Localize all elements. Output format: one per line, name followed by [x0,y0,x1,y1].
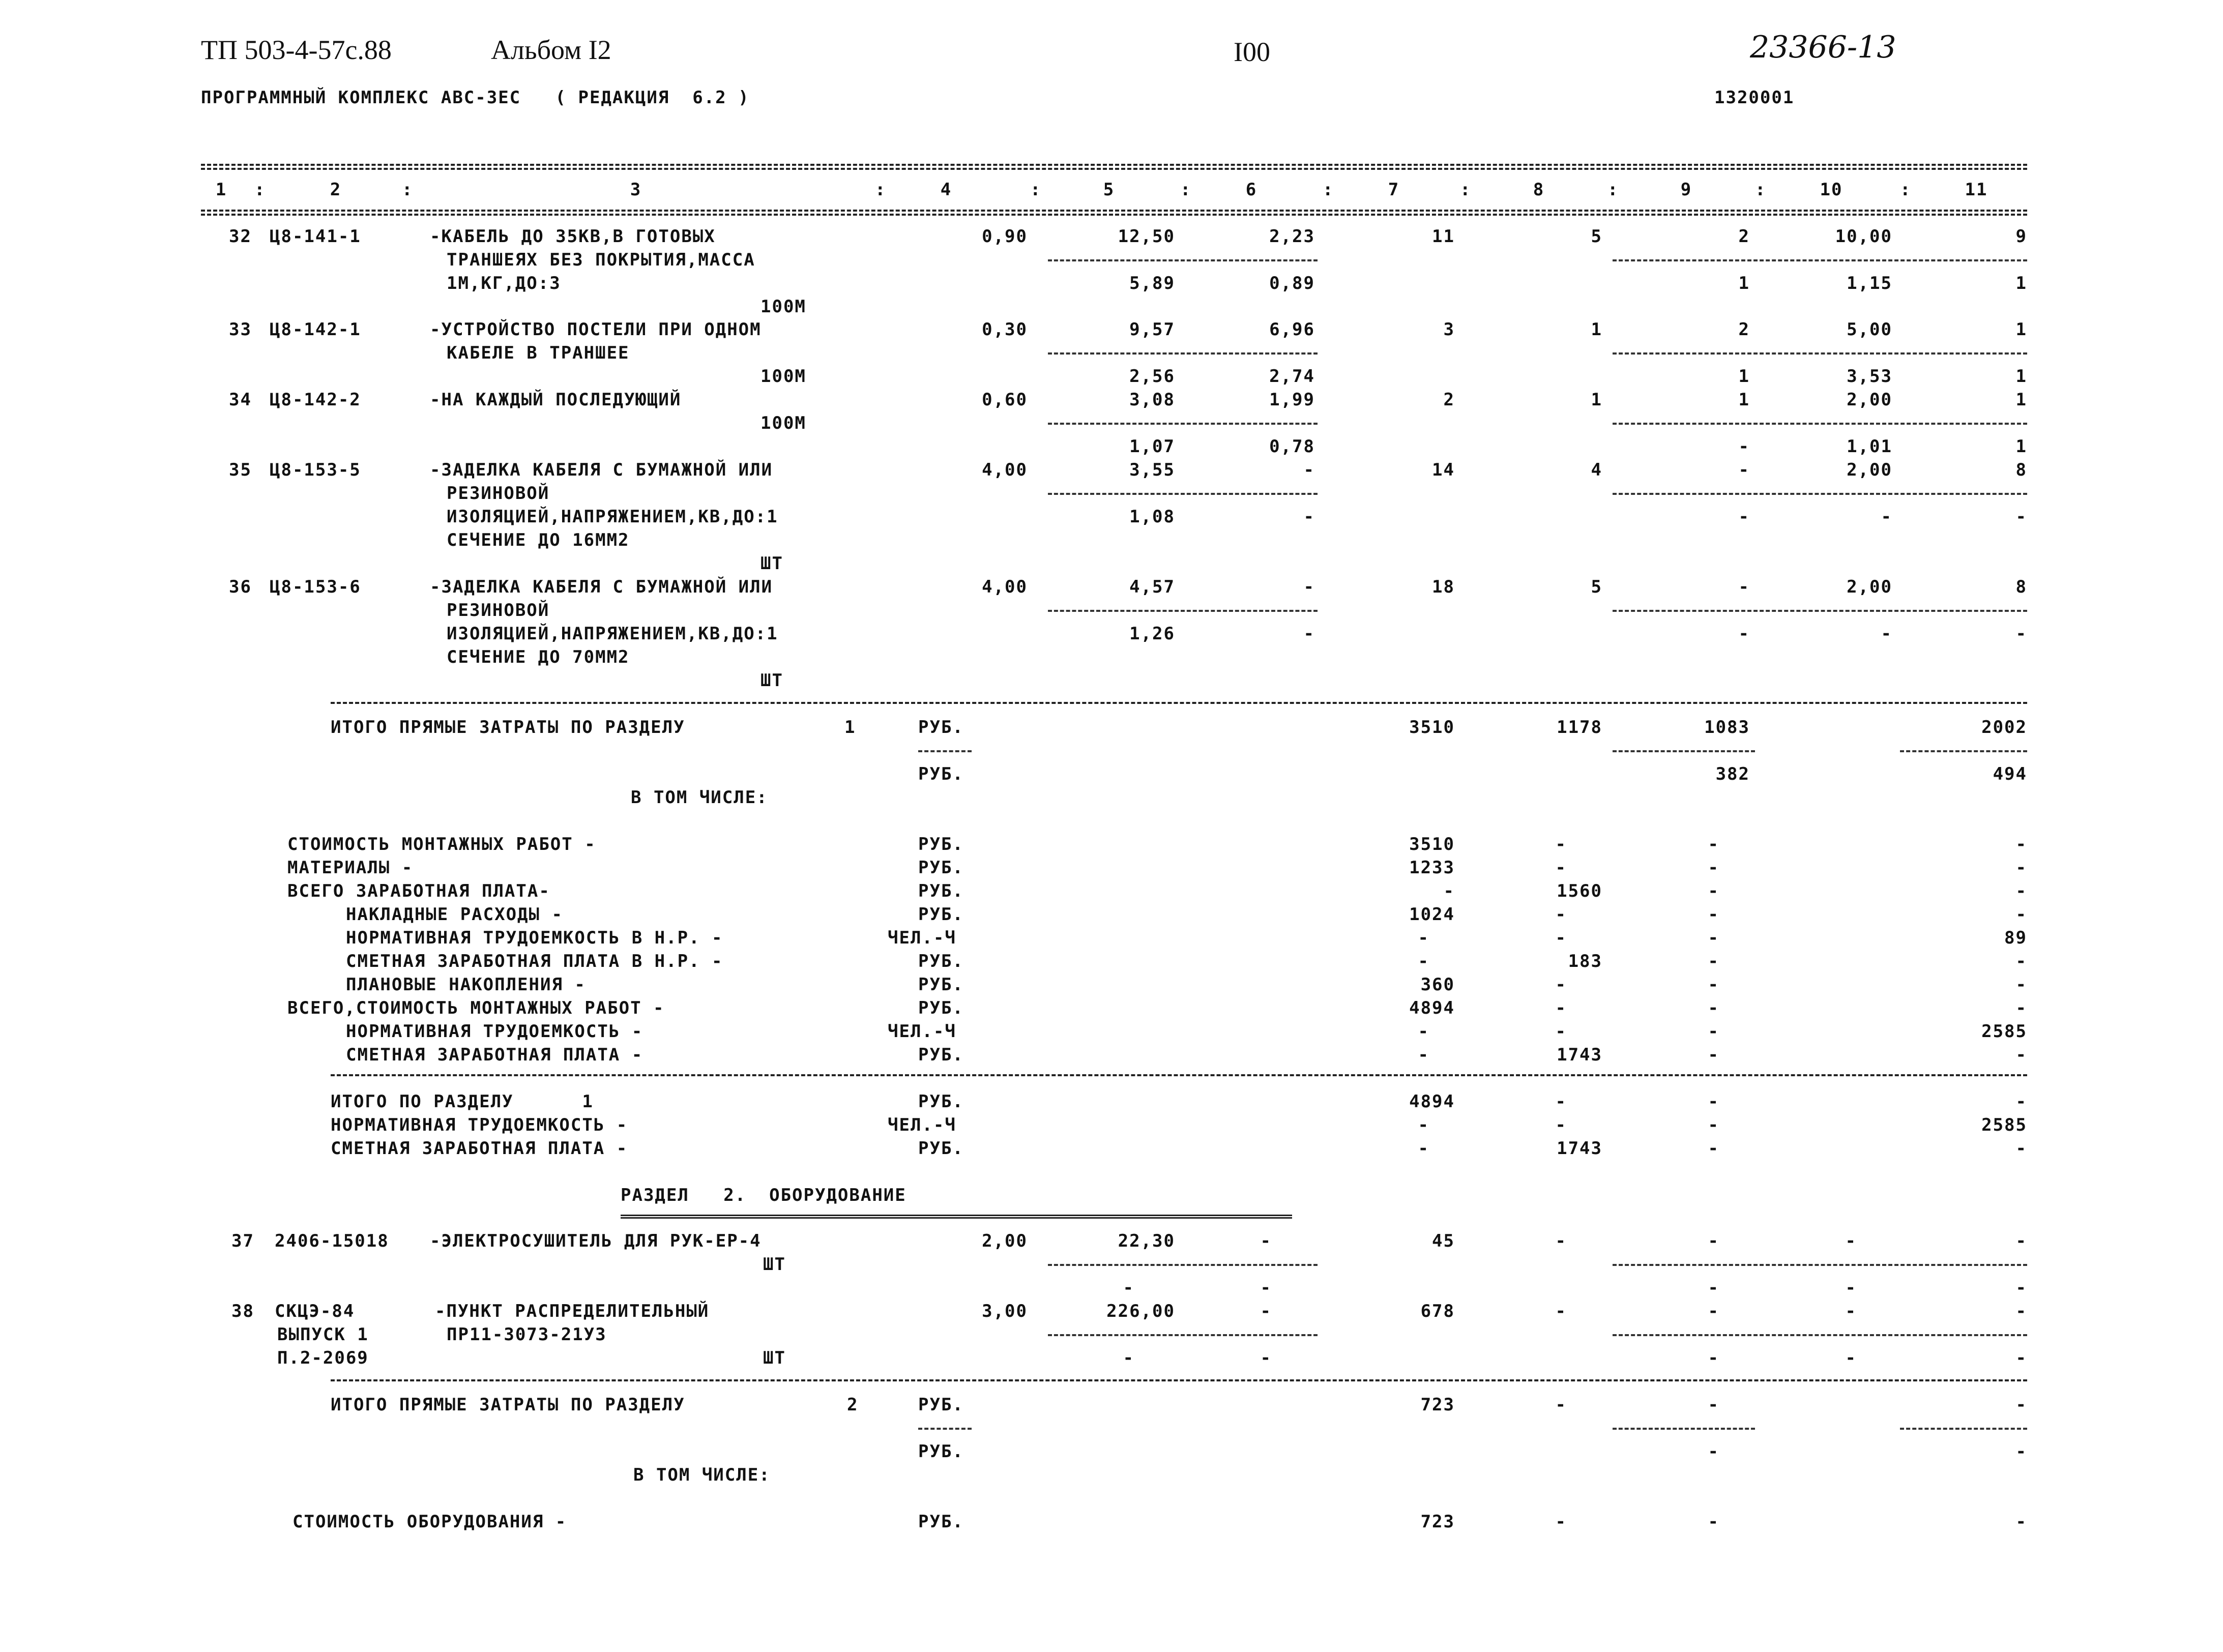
total-c11b: - [2015,1441,2027,1462]
row-c6: 2,23 [1269,226,1315,247]
divider [1613,423,2027,425]
breakdown-c9: - [1708,881,1719,901]
row-c8: 5 [1591,226,1602,247]
row-unit: 100М [760,366,806,387]
row-description: РЕЗИНОВОЙ [447,483,550,504]
col-header-2: 2 [330,180,342,200]
row-c5: 3,08 [1129,390,1175,410]
row-c10: - [1845,1301,1857,1321]
breakdown-c9: - [1708,928,1719,948]
summary-c8: - [1555,1115,1567,1135]
breakdown-c8: - [1555,834,1567,854]
section-2-title: РАЗДЕЛ 2. ОБОРУДОВАНИЕ [621,1185,906,1205]
total-unit-2: РУБ. [918,1441,964,1462]
row-description: -ЗАДЕЛКА КАБЕЛЯ С БУМАЖНОЙ ИЛИ [430,460,773,480]
summary-c9: - [1708,1115,1719,1135]
row-number: 37 [231,1231,254,1251]
row-quantity: 2,00 [982,1231,1028,1251]
row-description: ИЗОЛЯЦИЕЙ,НАПРЯЖЕНИЕМ,КВ,ДО:1 [447,507,778,527]
breakdown-unit: РУБ. [918,951,964,971]
row-c6b: - [1260,1278,1272,1298]
col-sep: : [402,180,414,200]
breakdown-unit: РУБ. [918,998,964,1018]
row-c11b: 1 [2015,366,2027,387]
breakdown-label: НОРМАТИВНАЯ ТРУДОЕМКОСТЬ - [346,1021,643,1042]
row-c11: 8 [2015,577,2027,597]
row-c9b: - [1738,624,1750,644]
breakdown-label: СТОИМОСТЬ ОБОРУДОВАНИЯ - [292,1512,567,1532]
breakdown-c11: - [2015,858,2027,878]
summary-unit: РУБ. [918,1138,964,1159]
row-c10b: - [1881,624,1892,644]
breakdown-c11: - [2015,975,2027,995]
breakdown-c8: - [1555,975,1567,995]
total-section-number: 2 [847,1395,859,1415]
album-label: Альбом I2 [491,35,611,65]
header-top-rule [201,164,2027,166]
breakdown-c9: - [1708,904,1719,925]
row-c5b: 5,89 [1129,273,1175,293]
col-sep: : [1900,180,1912,200]
row-description: -НА КАЖДЫЙ ПОСЛЕДУЮЩИЙ [430,390,682,410]
row-c10: 2,00 [1847,577,1892,597]
total-unit: РУБ. [918,1395,964,1415]
row-number: 32 [229,226,252,247]
total-label: ИТОГО ПРЯМЫЕ ЗАТРАТЫ ПО РАЗДЕЛУ [331,1395,685,1415]
summary-unit: РУБ. [918,1092,964,1112]
col-sep: : [1755,180,1767,200]
row-description: ТРАНШЕЯХ БЕЗ ПОКРЫТИЯ,МАССА [447,250,755,270]
total-unit: РУБ. [918,717,964,738]
row-description: -ЭЛЕКТРОСУШИТЕЛЬ ДЛЯ РУК-ЕР-4 [430,1231,762,1251]
total-c9: - [1708,1395,1719,1415]
breakdown-label: СТОИМОСТЬ МОНТАЖНЫХ РАБОТ - [287,834,596,854]
row-c9: - [1738,577,1750,597]
divider [1613,493,2027,495]
row-quantity: 0,30 [982,319,1028,340]
breakdown-c8: - [1555,998,1567,1018]
row-c5: 3,55 [1129,460,1175,480]
row-c6b: 0,89 [1269,273,1315,293]
divider [1900,1428,2027,1430]
breakdown-c7: - [1418,1021,1429,1042]
summary-c7: - [1418,1138,1429,1159]
row-description: -УСТРОЙСТВО ПОСТЕЛИ ПРИ ОДНОМ [430,319,762,340]
total-c7: 723 [1420,1395,1455,1415]
row-c9: - [1708,1301,1719,1321]
summary-c8: 1743 [1557,1138,1602,1159]
including-heading: В ТОМ ЧИСЛЕ: [633,1465,771,1485]
row-c11: 9 [2015,226,2027,247]
breakdown-c7: - [1418,1045,1429,1065]
divider [1048,610,1318,612]
breakdown-unit: РУБ. [918,834,964,854]
breakdown-c11: - [2015,834,2027,854]
row-c7: 678 [1420,1301,1455,1321]
row-c11: 1 [2015,319,2027,340]
row-c11b: - [2015,1348,2027,1368]
breakdown-unit: ЧЕЛ.-Ч [888,1021,956,1042]
divider [1613,750,1755,752]
row-c7: 2 [1443,390,1455,410]
row-c11b: 1 [2015,273,2027,293]
row-c11: 1 [2015,390,2027,410]
row-c10b: - [1845,1278,1857,1298]
row-c11: - [2015,1301,2027,1321]
row-number: 33 [229,319,252,340]
row-c9b: - [1738,436,1750,457]
col-header-9: 9 [1680,180,1692,200]
divider [918,1428,972,1430]
row-c6b: - [1260,1348,1272,1368]
breakdown-label: МАТЕРИАЛЫ - [287,858,414,878]
row-c9: 1 [1738,390,1750,410]
row-unit: ШТ [760,670,783,691]
breakdown-c9: - [1708,1021,1719,1042]
breakdown-label: НОРМАТИВНАЯ ТРУДОЕМКОСТЬ В Н.Р. - [346,928,723,948]
row-c10b: - [1845,1348,1857,1368]
header-bottom-rule [201,210,2027,212]
summary-c11: 2585 [1981,1115,2027,1135]
breakdown-c9: - [1708,1512,1719,1532]
row-c8: 1 [1591,319,1602,340]
divider [918,750,972,752]
row-description: -ПУНКТ РАСПРЕДЕЛИТЕЛЬНЫЙ [435,1301,710,1321]
program-title: ПРОГРАММНЫЙ КОМПЛЕКС АВС-ЗЕС ( РЕДАКЦИЯ 6.2 ) [201,87,750,108]
row-description: ИЗОЛЯЦИЕЙ,НАПРЯЖЕНИЕМ,КВ,ДО:1 [447,624,778,644]
summary-c11: - [2015,1138,2027,1159]
row-c11b: - [2015,624,2027,644]
row-c5: 22,30 [1118,1231,1175,1251]
total-c8: - [1555,1395,1567,1415]
breakdown-c9: - [1708,858,1719,878]
breakdown-label: ВСЕГО ЗАРАБОТНАЯ ПЛАТА- [287,881,550,901]
row-c11: 8 [2015,460,2027,480]
divider [1048,352,1318,355]
row-number: 38 [231,1301,254,1321]
divider [1613,1264,2027,1266]
summary-c7: - [1418,1115,1429,1135]
breakdown-c8: - [1555,1021,1567,1042]
section-title-underline [621,1215,1292,1219]
row-c10: 2,00 [1847,460,1892,480]
row-c6: - [1303,460,1315,480]
divider [1613,610,2027,612]
breakdown-c8: - [1555,1512,1567,1532]
row-c5b: 1,08 [1129,507,1175,527]
total-c7: 3510 [1409,717,1455,738]
total-c11: - [2015,1395,2027,1415]
row-c9: - [1738,460,1750,480]
row-c6: - [1260,1231,1272,1251]
row-description: ПР11-3073-21У3 [447,1324,607,1345]
breakdown-c8: - [1555,858,1567,878]
row-c7: 14 [1432,460,1455,480]
col-sep: : [1460,180,1472,200]
row-c7: 18 [1432,577,1455,597]
header-bottom-rule-2 [201,214,2027,216]
row-c5b: 1,07 [1129,436,1175,457]
row-code: Ц8-153-6 [270,577,361,597]
breakdown-c7: - [1418,951,1429,971]
row-code: Ц8-153-5 [270,460,361,480]
breakdown-c11: 89 [2004,928,2027,948]
total-c9b: 382 [1715,764,1750,784]
breakdown-unit: РУБ. [918,1512,964,1532]
row-c5: 226,00 [1106,1301,1175,1321]
row-c11b: - [2015,1278,2027,1298]
page-number: I00 [1234,37,1270,67]
row-c9b: 1 [1738,366,1750,387]
row-c7: 11 [1432,226,1455,247]
divider [1613,259,2027,261]
row-c6b: - [1303,507,1315,527]
row-c9b: - [1738,507,1750,527]
col-header-10: 10 [1820,180,1843,200]
summary-c9: - [1708,1092,1719,1112]
row-unit: ШТ [763,1348,786,1368]
row-code: Ц8-142-2 [270,390,361,410]
row-quantity: 0,90 [982,226,1028,247]
row-description: -КАБЕЛЬ ДО 35КВ,В ГОТОВЫХ [430,226,716,247]
row-c10b: - [1881,507,1892,527]
row-c11: - [2015,1231,2027,1251]
total-c8: 1178 [1557,717,1602,738]
breakdown-c8: 183 [1568,951,1602,971]
breakdown-c11: - [2015,1045,2027,1065]
row-c7: 3 [1443,319,1455,340]
divider [1613,1334,2027,1336]
breakdown-unit: РУБ. [918,881,964,901]
row-c10b: 1,15 [1847,273,1892,293]
breakdown-c11: - [2015,951,2027,971]
total-section-number: 1 [844,717,856,738]
row-c6: 1,99 [1269,390,1315,410]
col-sep: : [1030,180,1042,200]
row-c6: 6,96 [1269,319,1315,340]
col-sep: : [875,180,887,200]
row-description: РЕЗИНОВОЙ [447,600,550,621]
row-c9b: - [1708,1348,1719,1368]
row-c5: 9,57 [1129,319,1175,340]
row-description: 1М,КГ,ДО:3 [447,273,561,293]
total-c11: 2002 [1981,717,2027,738]
row-c10: 5,00 [1847,319,1892,340]
row-description: СЕЧЕНИЕ ДО 70ММ2 [447,647,630,667]
divider [1048,1334,1318,1336]
summary-label: НОРМАТИВНАЯ ТРУДОЕМКОСТЬ - [331,1115,628,1135]
divider [1048,1264,1318,1266]
breakdown-unit: ЧЕЛ.-Ч [888,928,956,948]
breakdown-label: СМЕТНАЯ ЗАРАБОТНАЯ ПЛАТА - [346,1045,643,1065]
col-header-7: 7 [1388,180,1400,200]
row-unit: ШТ [760,553,783,574]
breakdown-c7: 1024 [1409,904,1455,925]
breakdown-c7: 1233 [1409,858,1455,878]
row-unit: 100М [760,413,806,433]
breakdown-label: ВСЕГО,СТОИМОСТЬ МОНТАЖНЫХ РАБОТ - [287,998,665,1018]
col-header-11: 11 [1965,180,1988,200]
row-code-line-2: ВЫПУСК 1 [277,1324,369,1345]
row-c10b: 1,01 [1847,436,1892,457]
row-c10: - [1845,1231,1857,1251]
row-c5: 4,57 [1129,577,1175,597]
total-c9: 1083 [1704,717,1750,738]
row-quantity: 4,00 [982,577,1028,597]
section-rule [331,702,2027,704]
col-sep: : [1323,180,1334,200]
handwritten-reference: 23366-13 [1750,29,1896,65]
doc-code: ТП 503-4-57с.88 [201,35,392,65]
breakdown-c7: - [1443,881,1455,901]
row-c9: 2 [1738,226,1750,247]
col-header-6: 6 [1245,180,1257,200]
breakdown-c11: 2585 [1981,1021,2027,1042]
row-c8: - [1555,1231,1567,1251]
summary-label: ИТОГО ПО РАЗДЕЛУ 1 [331,1092,594,1112]
summary-c11: - [2015,1092,2027,1112]
divider [1900,750,2027,752]
row-quantity: 4,00 [982,460,1028,480]
row-c6: - [1260,1301,1272,1321]
row-c6b: - [1303,624,1315,644]
row-code: 2406-15018 [275,1231,389,1251]
summary-c7: 4894 [1409,1092,1455,1112]
row-number: 34 [229,390,252,410]
col-header-1: 1 [215,180,227,200]
breakdown-label: СМЕТНАЯ ЗАРАБОТНАЯ ПЛАТА В Н.Р. - [346,951,723,971]
row-c9b: 1 [1738,273,1750,293]
row-c8: 1 [1591,390,1602,410]
divider [1613,352,2027,355]
section-rule [331,1074,2027,1076]
breakdown-c9: - [1708,834,1719,854]
breakdown-c7: 4894 [1409,998,1455,1018]
divider [1048,493,1318,495]
row-code-line-3: П.2-2069 [277,1348,369,1368]
row-quantity: 0,60 [982,390,1028,410]
document-code: 1320001 [1714,87,1795,108]
row-c11b: 1 [2015,436,2027,457]
section-rule [331,1379,2027,1381]
row-c6b: 0,78 [1269,436,1315,457]
row-c9: 2 [1738,319,1750,340]
row-number: 35 [229,460,252,480]
breakdown-unit: РУБ. [918,975,964,995]
breakdown-c9: - [1708,975,1719,995]
total-c9b: - [1708,1441,1719,1462]
breakdown-c9: - [1708,1045,1719,1065]
breakdown-unit: РУБ. [918,858,964,878]
breakdown-c9: - [1708,998,1719,1018]
summary-c9: - [1708,1138,1719,1159]
row-unit: ШТ [763,1254,786,1275]
col-sep: : [254,180,266,200]
breakdown-c8: 1560 [1557,881,1602,901]
total-unit-2: РУБ. [918,764,964,784]
col-header-4: 4 [940,180,952,200]
row-c9: - [1708,1231,1719,1251]
row-quantity: 3,00 [982,1301,1028,1321]
summary-unit: ЧЕЛ.-Ч [888,1115,956,1135]
total-label: ИТОГО ПРЯМЫЕ ЗАТРАТЫ ПО РАЗДЕЛУ [331,717,685,738]
breakdown-c7: 360 [1420,975,1455,995]
breakdown-label: ПЛАНОВЫЕ НАКОПЛЕНИЯ - [346,975,586,995]
row-description: СЕЧЕНИЕ ДО 16ММ2 [447,530,630,550]
row-c5b: 1,26 [1129,624,1175,644]
breakdown-label: НАКЛАДНЫЕ РАСХОДЫ - [346,904,563,925]
breakdown-c11: - [2015,998,2027,1018]
breakdown-c7: 3510 [1409,834,1455,854]
breakdown-c7: 723 [1420,1512,1455,1532]
row-description: КАБЕЛЕ В ТРАНШЕЕ [447,343,630,363]
breakdown-unit: РУБ. [918,1045,964,1065]
row-c10: 2,00 [1847,390,1892,410]
col-sep: : [1607,180,1619,200]
row-c8: 5 [1591,577,1602,597]
row-number: 36 [229,577,252,597]
row-c7: 45 [1432,1231,1455,1251]
row-c8: - [1555,1301,1567,1321]
row-c5b: - [1123,1278,1134,1298]
row-code: Ц8-142-1 [270,319,361,340]
header-top-rule-2 [201,168,2027,170]
row-c5b: 2,56 [1129,366,1175,387]
row-c6b: 2,74 [1269,366,1315,387]
divider [1613,1428,1755,1430]
divider [1048,259,1318,261]
col-header-8: 8 [1533,180,1545,200]
row-c5: 12,50 [1118,226,1175,247]
row-c8: 4 [1591,460,1602,480]
row-c5b: - [1123,1348,1134,1368]
row-c10: 10,00 [1835,226,1892,247]
including-heading: В ТОМ ЧИСЛЕ: [631,787,768,808]
summary-c8: - [1555,1092,1567,1112]
row-c9b: - [1708,1278,1719,1298]
summary-label: СМЕТНАЯ ЗАРАБОТНАЯ ПЛАТА - [331,1138,628,1159]
breakdown-c8: - [1555,928,1567,948]
breakdown-c7: - [1418,928,1429,948]
breakdown-c11: - [2015,904,2027,925]
row-c10b: 3,53 [1847,366,1892,387]
breakdown-c11: - [2015,1512,2027,1532]
breakdown-c8: - [1555,904,1567,925]
col-header-5: 5 [1103,180,1115,200]
row-c11b: - [2015,507,2027,527]
breakdown-c11: - [2015,881,2027,901]
col-sep: : [1180,180,1192,200]
col-header-3: 3 [630,180,642,200]
row-code: Ц8-141-1 [270,226,361,247]
breakdown-unit: РУБ. [918,904,964,925]
divider [1048,423,1318,425]
row-c6: - [1303,577,1315,597]
breakdown-c8: 1743 [1557,1045,1602,1065]
total-c11b: 494 [1993,764,2027,784]
row-unit: 100М [760,297,806,317]
breakdown-c9: - [1708,951,1719,971]
row-description: -ЗАДЕЛКА КАБЕЛЯ С БУМАЖНОЙ ИЛИ [430,577,773,597]
row-code: СКЦЭ-84 [275,1301,355,1321]
